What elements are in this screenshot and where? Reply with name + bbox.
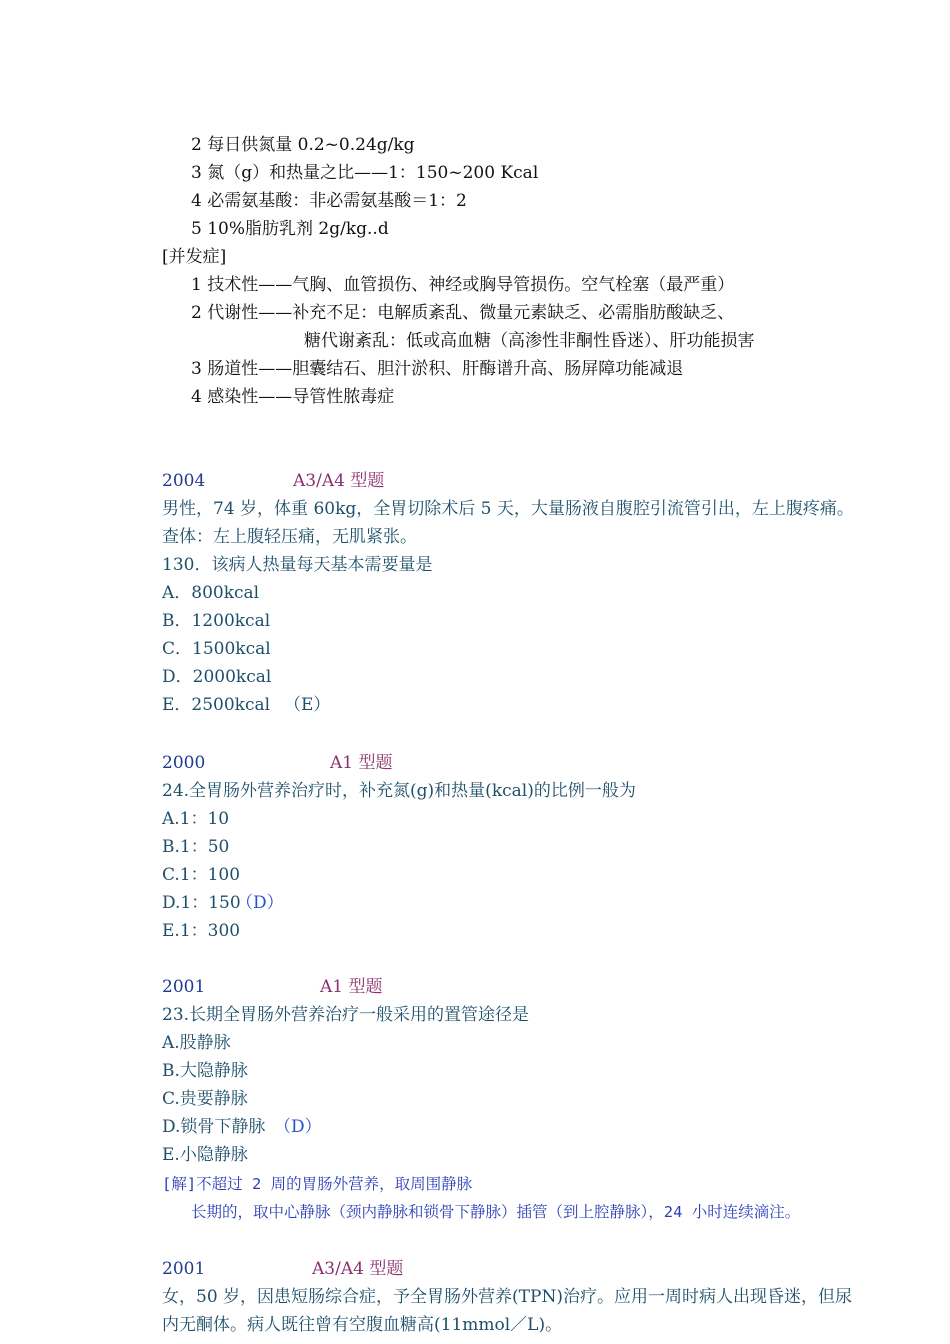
q3-year: 2001 bbox=[162, 977, 206, 997]
q2-year: 2000 bbox=[162, 753, 206, 773]
q4-stem-2: 内无酮体。病人既往曾有空腹血糖高(11mmol／L)。 bbox=[162, 1315, 563, 1335]
q4-type: A3/A4 型题 bbox=[312, 1259, 404, 1279]
q1-answer: （E） bbox=[284, 695, 331, 715]
q2-option-a: A.1：10 bbox=[162, 809, 230, 829]
complication-item-2: 2 代谢性——补充不足：电解质紊乱、微量元素缺乏、必需脂肪酸缺乏、 bbox=[191, 303, 735, 323]
nutrition-item-4: 4 必需氨基酸：非必需氨基酸＝1：2 bbox=[191, 191, 467, 211]
q1-option-a: A．800kcal bbox=[162, 583, 260, 603]
q1-year: 2004 bbox=[162, 471, 206, 491]
q1-option-d: D．2000kcal bbox=[162, 667, 272, 687]
q1-option-b: B．1200kcal bbox=[162, 611, 271, 631]
nutrition-item-2: 2 每日供氮量 0.2~0.24g/kg bbox=[191, 135, 415, 155]
q3-option-e: E.小隐静脉 bbox=[162, 1145, 248, 1165]
q3-option-d: D.锁骨下静脉 bbox=[162, 1117, 266, 1137]
q4-year: 2001 bbox=[162, 1259, 206, 1279]
q3-explanation-1: [解]不超过 2 周的胃肠外营养，取周围静脉 bbox=[162, 1175, 473, 1193]
q1-option-c: C．1500kcal bbox=[162, 639, 271, 659]
q3-explanation-2: 长期的，取中心静脉（颈内静脉和锁骨下静脉）插管（到上腔静脉），24 小时连续滴注。 bbox=[191, 1203, 801, 1221]
q3-answer: （D） bbox=[274, 1117, 322, 1137]
q4-stem-1: 女，50 岁，因患短肠综合症，予全胃肠外营养(TPN)治疗。应用一周时病人出现昏迷，但尿 bbox=[162, 1287, 852, 1307]
q3-option-a: A.股静脉 bbox=[162, 1033, 231, 1053]
q2-question: 24.全胃肠外营养治疗时，补充氮(g)和热量(kcal)的比例一般为 bbox=[162, 781, 636, 801]
q2-option-e: E.1：300 bbox=[162, 921, 241, 941]
q2-option-d: D.1：150 bbox=[162, 893, 241, 913]
q3-type: A1 型题 bbox=[320, 977, 383, 997]
q3-question: 23.长期全胃肠外营养治疗一般采用的置管途径是 bbox=[162, 1005, 530, 1025]
complication-item-1: 1 技术性——气胸、血管损伤、神经或胸导管损伤。空气栓塞（最严重） bbox=[191, 275, 735, 295]
q3-option-b: B.大隐静脉 bbox=[162, 1061, 248, 1081]
q1-stem-2: 查体：左上腹轻压痛，无肌紧张。 bbox=[162, 527, 417, 547]
q1-question: 130．该病人热量每天基本需要量是 bbox=[162, 555, 433, 575]
nutrition-item-5: 5 10%脂肪乳剂 2g/kg..d bbox=[191, 219, 389, 239]
nutrition-item-3: 3 氮（g）和热量之比——1：150~200 Kcal bbox=[191, 163, 539, 183]
q2-option-c: C.1：100 bbox=[162, 865, 241, 885]
complications-heading: [并发症] bbox=[162, 247, 227, 267]
q1-option-e: E．2500kcal bbox=[162, 695, 271, 715]
q1-stem-1: 男性，74 岁，体重 60kg，全胃切除术后 5 天，大量肠液自腹腔引流管引出，左上腹疼痛。 bbox=[162, 499, 854, 519]
complication-item-3: 3 肠道性——胆囊结石、胆汁淤积、肝酶谱升高、肠屏障功能减退 bbox=[191, 359, 684, 379]
q1-type: A3/A4 型题 bbox=[293, 471, 385, 491]
q2-option-b: B.1：50 bbox=[162, 837, 230, 857]
complication-item-4: 4 感染性——导管性脓毒症 bbox=[191, 387, 395, 407]
complication-item-2-cont: 糖代谢紊乱：低或高血糖（高渗性非酮性昏迷）、肝功能损害 bbox=[304, 331, 755, 351]
q2-type: A1 型题 bbox=[330, 753, 393, 773]
q2-answer: （D） bbox=[236, 893, 284, 913]
q3-option-c: C.贵要静脉 bbox=[162, 1089, 248, 1109]
